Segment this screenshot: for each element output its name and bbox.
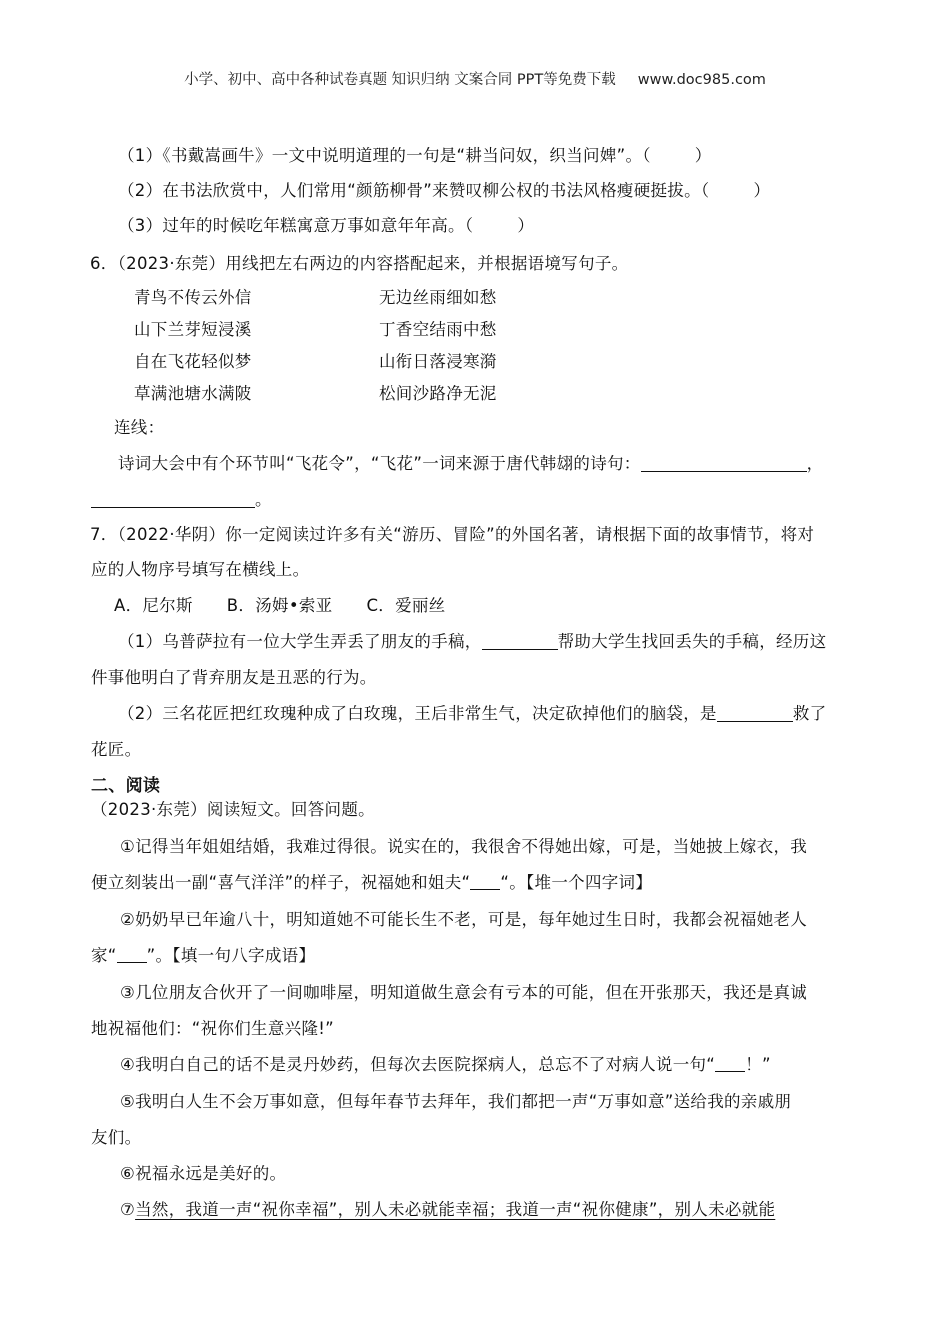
q7-option-b: B．汤姆•索亚: [226, 596, 333, 615]
q6-comma: ，: [806, 454, 824, 473]
judge-item-1: [118, 144, 712, 168]
q6-sentence-line: [118, 452, 823, 476]
q7-sub-2-text-a: （2）三名花匠把红玫瑰种成了白玫瑰，王后非常生气，决定砍掉他们的脑袋，是: [118, 704, 717, 723]
q6-left-4: 草满池塘水满陂: [134, 384, 252, 403]
reading-p1-line-1: ①记得当年姐姐结婚，我难过得很。说实在的，我很舍不得她出嫁，可是，当她披上嫁衣，我: [120, 837, 808, 856]
q7-sub-2-line-2: 花匠。: [91, 740, 142, 759]
q6-right-2: 丁香空结雨中愁: [379, 320, 497, 339]
q7-sub-1-text-b: 帮助大学生找回丢失的手稿，经历这: [557, 632, 827, 651]
judge-item-3: [118, 214, 534, 238]
q7-sub-2-text-b: 救了: [792, 704, 827, 723]
judge-item-3-close: ）: [517, 216, 535, 235]
q6-left-3: 自在飞花轻似梦: [134, 352, 252, 371]
q7-sub-2-line-1: [118, 702, 826, 726]
reading-intro: （2023·东莞）阅读短文。回答问题。: [91, 800, 375, 819]
page-header: [0, 68, 950, 89]
q7-sub-1-blank[interactable]: [482, 631, 558, 650]
judge-item-2-text: （2）在书法欣赏中，人们常用“颜筋柳骨”来赞叹柳公权的书法风格瘦硬挺拔。（: [118, 181, 710, 200]
q6-answer-line-2: [91, 488, 272, 512]
reading-p4-text-b: ！”: [745, 1055, 771, 1074]
header-site[interactable]: www.doc985.com: [637, 72, 766, 88]
reading-p3-line-1: ③几位朋友合伙开了一间咖啡屋，明知道做生意会有亏本的可能，但在开张那天，我还是真诚: [120, 983, 808, 1002]
q6-period: 。: [255, 490, 272, 509]
q7-option-a: A．尼尔斯: [114, 596, 193, 615]
reading-p5-line-1: ⑤我明白人生不会万事如意，但每年春节去拜年，我们都把一声“万事如意”送给我的亲戚朋: [120, 1092, 792, 1111]
reading-p3-line-2: 地祝福他们：“祝你们生意兴隆!”: [91, 1019, 335, 1038]
reading-p5-line-2: 友们。: [91, 1128, 142, 1147]
judge-item-2-close: ）: [753, 181, 771, 200]
reading-p7-number: ⑦: [120, 1200, 136, 1219]
q7-options: [114, 594, 445, 618]
judge-item-2: [118, 179, 770, 203]
q7-option-c: C．爱丽丝: [366, 596, 446, 615]
reading-p4-blank[interactable]: [715, 1055, 745, 1072]
reading-p7-underlined-text: 当然，我道一声“祝你幸福”，别人未必就能幸福；我道一声“祝你健康”，别人未必就能: [135, 1200, 776, 1219]
reading-p4-line: [120, 1053, 771, 1077]
reading-p1-text-b: “。【堆一个四字词】: [500, 873, 653, 892]
q7-sub-1-line-1: [118, 630, 826, 654]
q6-right-1: 无边丝雨细如愁: [379, 288, 497, 307]
q6-right-4: 松间沙路净无泥: [379, 384, 497, 403]
reading-p1-line-2: [91, 871, 652, 895]
reading-p2-text-b: ”。【填一句八字成语】: [146, 946, 316, 965]
header-text: 小学、初中、高中各种试卷真题 知识归纳 文案合同 PPT等免费下载: [184, 72, 616, 88]
reading-p2-blank[interactable]: [117, 946, 147, 963]
judge-item-3-text: （3）过年的时候吃年糕寓意万事如意年年高。（: [118, 216, 474, 235]
q6-sentence-text: 诗词大会中有个环节叫“飞花令”，“飞花”一词来源于唐代韩翃的诗句：: [118, 454, 641, 473]
section-title-reading: 二、阅读: [91, 776, 161, 796]
judge-item-1-close: ）: [694, 146, 712, 165]
q6-answer-blank-2[interactable]: [91, 489, 255, 508]
q7-stem-line-1: 7．（2022·华阴）你一定阅读过许多有关“游历、冒险”的外国名著，请根据下面的故事情节，将对: [90, 525, 815, 544]
q6-connect-label: 连线：: [114, 418, 165, 437]
q6-stem: 6．（2023·东莞）用线把左右两边的内容搭配起来，并根据语境写句子。: [90, 254, 629, 273]
reading-p2-text-a: 家“: [91, 946, 117, 965]
q7-stem-line-2: 应的人物序号填写在横线上。: [91, 560, 310, 579]
q6-answer-blank-1[interactable]: [641, 453, 807, 472]
reading-p7-line: [120, 1198, 775, 1222]
q7-sub-1-line-2: 件事他明白了背弃朋友是丑恶的行为。: [91, 668, 377, 687]
reading-p4-text-a: ④我明白自己的话不是灵丹妙药，但每次去医院探病人，总忘不了对病人说一句“: [120, 1055, 716, 1074]
reading-p2-line-2: [91, 944, 315, 968]
reading-p1-text-a: 便立刻装出一副“喜气洋洋”的样子，祝福她和姐夫“: [91, 873, 471, 892]
judge-item-1-text: （1）《书戴嵩画牛》一文中说明道理的一句是“耕当问奴，织当问婢”。（: [118, 146, 651, 165]
q7-sub-1-text-a: （1）乌普萨拉有一位大学生弄丢了朋友的手稿，: [118, 632, 482, 651]
reading-p1-blank[interactable]: [470, 873, 500, 890]
q6-left-1: 青鸟不传云外信: [134, 288, 252, 307]
q7-sub-2-blank[interactable]: [717, 703, 793, 722]
reading-p6-line: ⑥祝福永远是美好的。: [120, 1164, 287, 1183]
reading-p2-line-1: ②奶奶早已年逾八十，明知道她不可能长生不老，可是，每年她过生日时，我都会祝福她老人: [120, 910, 808, 929]
q6-right-3: 山衔日落浸寒漪: [379, 352, 497, 371]
q6-left-2: 山下兰芽短浸溪: [134, 320, 252, 339]
